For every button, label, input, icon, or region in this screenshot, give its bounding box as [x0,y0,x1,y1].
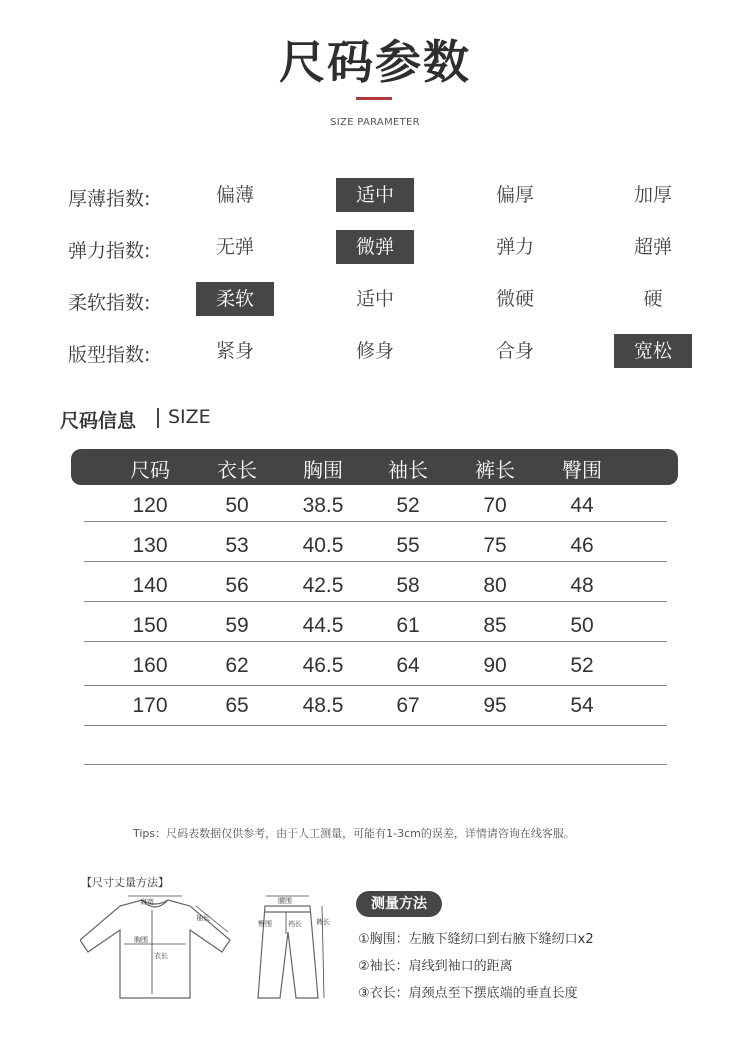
table-divider [84,601,667,602]
column-header: 衣长 [217,458,257,482]
table-cell: 38.5 [302,494,344,517]
index-label: 柔软指数: [68,292,151,314]
index-option: 适中 [355,288,394,310]
table-cell: 160 [132,654,168,677]
table-cell: 65 [225,694,249,717]
table-row [0,687,750,727]
measure-diagram [80,890,340,1006]
table-cell: 46.5 [302,654,344,677]
index-option: 偏厚 [495,184,534,206]
table-cell: 150 [132,614,168,637]
table-cell: 54 [570,694,594,717]
page-title: 尺码参数 [279,35,471,89]
table-divider [84,725,667,726]
measure-method-pill: 测量方法 [356,891,442,917]
table-cell: 48 [570,574,594,597]
tips-text: Tips：尺码表数据仅供参考，由于人工测量，可能有1-3cm的误差，详情请咨询在线客服。 [133,827,575,840]
index-option: 硬 [643,288,663,310]
table-cell: 42.5 [302,574,344,597]
table-cell: 40.5 [302,534,344,557]
shirt-sleeve-label: 袖长 [196,914,210,922]
table-cell: 170 [132,694,168,717]
page-subtitle: SIZE PARAMETER [330,117,420,128]
table-cell: 95 [483,694,507,717]
index-row [0,230,750,266]
table-cell: 53 [225,534,249,557]
size-section-title-en: SIZE [168,406,211,428]
index-row [0,178,750,214]
measure-item-1: ①胸围：左腋下缝纫口到右腋下缝纫口x2 [358,932,594,947]
table-cell: 75 [483,534,507,557]
table-cell: 56 [225,574,249,597]
table-cell: 70 [483,494,507,517]
table-divider [84,764,667,765]
index-row [0,334,750,370]
table-cell: 52 [396,494,420,517]
index-option: 偏薄 [215,184,254,206]
table-cell: 67 [396,694,420,717]
table-cell: 46 [570,534,594,557]
title-underline [356,97,392,100]
index-option: 弹力 [495,236,534,258]
table-cell: 50 [570,614,594,637]
table-cell: 44 [570,494,594,517]
table-cell: 90 [483,654,507,677]
column-header: 胸围 [303,458,343,482]
shirt-chest-label: 胸围 [134,936,148,944]
index-option-selected: 微弹 [336,230,414,264]
index-option: 微硬 [495,288,534,310]
pants-waist-label: 腰围 [278,897,292,905]
index-option: 无弹 [215,236,254,258]
table-cell: 48.5 [302,694,344,717]
shirt-length-label: 衣长 [154,952,168,960]
pants-hip-label: 臀围 [258,920,272,928]
index-option: 超弹 [633,236,672,258]
column-header: 尺码 [130,458,170,482]
column-header: 裤长 [475,458,515,482]
table-cell: 50 [225,494,249,517]
table-cell: 64 [396,654,420,677]
index-option-selected: 柔软 [196,282,274,316]
table-divider [84,641,667,642]
pants-inseam-label: 裆长 [288,920,302,928]
index-option-selected: 适中 [336,178,414,212]
table-cell: 52 [570,654,594,677]
index-option: 修身 [355,340,394,362]
measure-item-3: ③衣长：肩颈点至下摆底端的垂直长度 [358,986,578,1001]
table-cell: 120 [132,494,168,517]
table-divider [84,521,667,522]
table-cell: 140 [132,574,168,597]
table-divider [84,561,667,562]
table-cell: 44.5 [302,614,344,637]
table-cell: 58 [396,574,420,597]
index-option: 加厚 [633,184,672,206]
index-option-selected: 宽松 [614,334,692,368]
table-cell: 85 [483,614,507,637]
table-cell: 61 [396,614,420,637]
index-row [0,282,750,318]
measure-diagram-title: 【尺寸丈量方法】 [81,876,169,889]
size-section-title: 尺码信息 [60,410,137,432]
table-cell: 59 [225,614,249,637]
index-option: 合身 [495,340,534,362]
index-label: 弹力指数: [68,240,151,262]
measure-item-2: ②袖长：肩线到袖口的距离 [358,959,513,974]
table-divider [84,685,667,686]
size-table-header [71,449,678,485]
table-cell: 80 [483,574,507,597]
column-header: 臀围 [562,458,602,482]
index-label: 厚薄指数: [68,188,151,210]
table-row [0,647,750,687]
pants-length-label: 裤长 [316,918,330,926]
table-cell: 55 [396,534,420,557]
size-section-separator [157,408,159,428]
table-cell: 130 [132,534,168,557]
column-header: 袖长 [388,458,428,482]
index-option: 紧身 [215,340,254,362]
table-cell: 62 [225,654,249,677]
index-label: 版型指数: [68,344,151,366]
shirt-shoulder-label: 肩宽 [140,898,154,906]
